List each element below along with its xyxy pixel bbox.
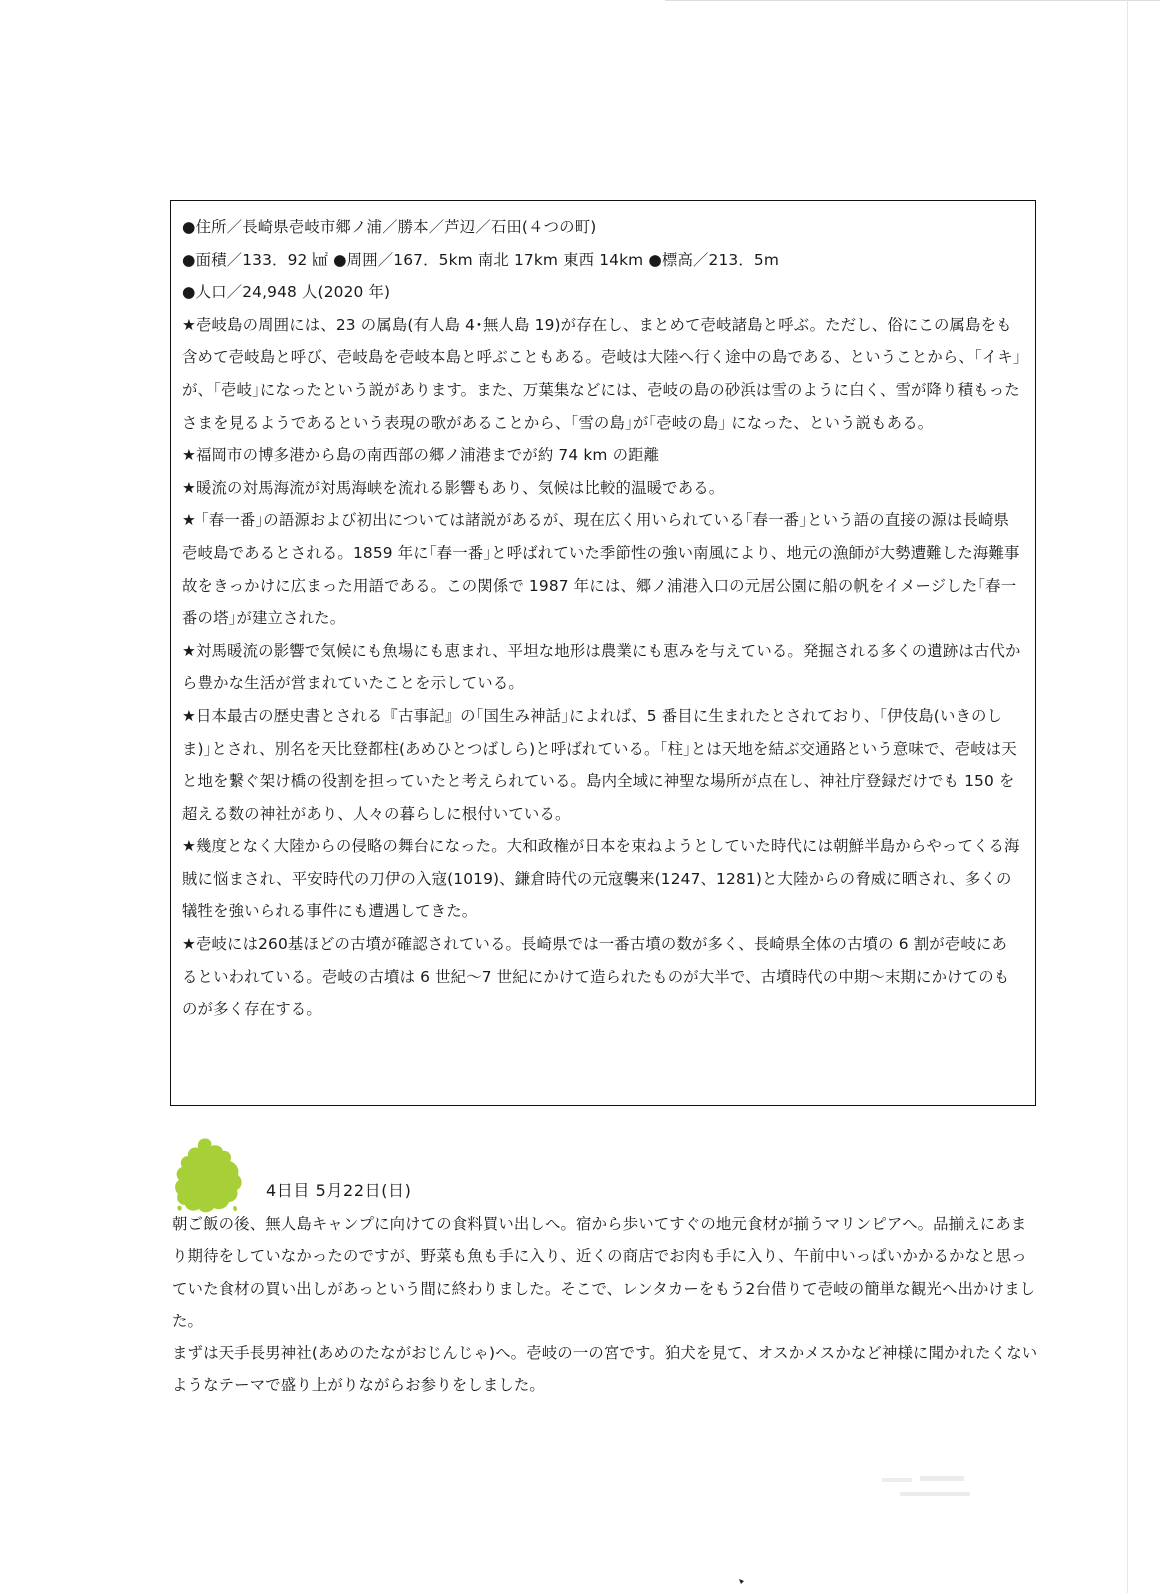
diary-paragraph: まずは天手長男神社(あめのたながおじんじゃ)へ。壱岐の一の宮です。狛犬を見て、オスかメスかなど神様に聞かれたくないようなテーマで盛り上がりながらお参りをしました。	[172, 1344, 1038, 1395]
fact-distance-from-fukuoka: ★福岡市の博多港から島の南西部の郷ノ浦港までが約 74 km の距離	[182, 446, 660, 465]
fact-islands-and-name-origin: ★壱岐島の周囲には、23 の属島(有人島 4･無人島 19)が存在し、まとめて壱岐諸島と呼ぶ。ただし、俗にこの属島をも 含めて壱岐島と呼び、壱岐島を壱岐本島と呼ぶこともある。壱岐は大陸へ行く途中の島である、ということから、｢イキ｣が、｢壱岐｣になったという説があります。また、万葉集などには、壱岐の島の砂浜は雪のように白く、雪が降り積もったさまを見るようであるという表現の歌があることから、｢雪の島｣が｢壱岐の島｣ になった、という説もある。	[182, 315, 1021, 432]
fact-area-perimeter-elevation: ●面積／133．92 ㎢ ●周囲／167．5km 南北 17km 東西 14km ●標高／213．5m	[182, 250, 779, 269]
day-title: 4日目 5月22日(日)	[266, 1181, 412, 1200]
fact-agriculture-and-ruins: ★対馬暖流の影響で気候にも魚場にも恵まれ、平坦な地形は農業にも恵みを与えている。発掘される多くの遺跡は古代から豊かな生活が営まれていたことを示している。	[182, 641, 1021, 693]
fact-invasions: ★幾度となく大陸からの侵略の舞台になった。大和政権が日本を束ねようとしていた時代には朝鮮半島からやってくる海賊に悩まされ、平安時代の刀伊の入寇(1019)、鎌倉時代の元寇襲来(1247、1281)と大陸からの脅威に晒され、多くの犠牲を強いられる事件にも遭遇してきた。	[182, 837, 1020, 921]
scan-edge-top	[665, 0, 1160, 1]
fact-address: ●住所／長崎県壱岐市郷ノ浦／勝本／芦辺／石田(４つの町)	[182, 218, 597, 236]
scan-edge-right	[1127, 0, 1128, 1593]
fact-haruichiban: ★ ｢春一番｣の語源および初出については諸説があるが、現在広く用いられている｢春一番｣という語の直接の源は長崎県壱岐島であるとされる。1859 年に｢春一番｣と呼ばれていた季節性の強い南風により、地元の漁師が大勢遭難した海難事故をきっかけに広まった用語である。この関係で 1987 年には、郷ノ浦港入口の元居公園に船の帆をイメージした｢春一番の塔｣が建立された。	[182, 511, 1020, 628]
diary-text	[172, 1208, 1038, 1402]
scan-speck	[738, 1578, 745, 1585]
fact-kofun-tombs: ★壱岐には260基ほどの古墳が確認されている。長崎県では一番古墳の数が多く、長崎県全体の古墳の 6 割が壱岐にあるといわれている。壱岐の古墳は 6 世紀～7 世紀にかけて造られたものが大半で、古墳時代の中期～末期にかけてのものが多く存在する。	[182, 935, 1010, 1019]
fact-population: ●人口／24,948 人(2020 年)	[182, 283, 391, 302]
fact-climate: ★暖流の対馬海流が対馬海峡を流れる影響もあり、気候は比較的温暖である。	[182, 478, 725, 497]
diary-paragraph: 朝ご飯の後、無人島キャンプに向けての食料買い出しへ。宿から歩いてすぐの地元食材が揃うマリンピアへ。品揃えにあまり期待をしていなかったのですが、野菜も魚も手に入り、近くの商店でお肉も手に入り、午前中いっぱいかかるかなと思っていた食材の買い出しがあっという間に終わりました。そこで、レンタカーをもう2台借りて壱岐の簡単な観光へ出かけました。	[172, 1215, 1036, 1330]
day-heading	[170, 1136, 570, 1216]
fact-kojiki-myth: ★日本最古の歴史書とされる『古事記』の｢国生み神話｣によれば、5 番目に生まれたとされており、｢伊伎島(いきのしま)｣とされ、別名を天比登都柱(あめひとつばしら)と呼ばれている。｢柱｣とは天地を結ぶ交通路という意味で、壱岐は天と地を繋ぐ架け橋の役割を担っていたと考えられている。島内全域に神聖な場所が点在し、神社庁登録だけでも 150 を超える数の神社があり、人々の暮らしに根付いている。	[182, 706, 1017, 823]
iki-facts-box	[170, 200, 1036, 1106]
iki-island-silhouette-icon	[172, 1136, 244, 1216]
faint-scan-mark	[880, 1474, 990, 1504]
